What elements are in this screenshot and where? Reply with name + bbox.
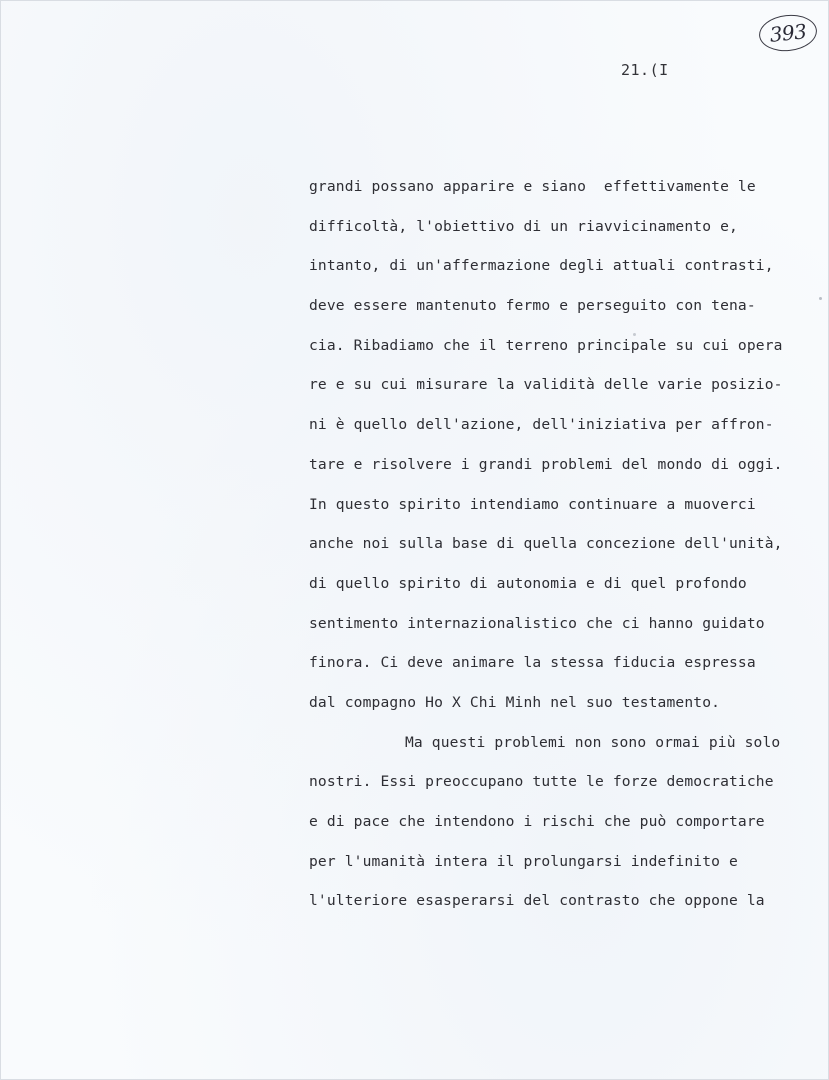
- text-line: nostri. Essi preoccupano tutte le forze democratiche: [309, 773, 774, 791]
- page-number: 21.(I: [621, 61, 669, 79]
- text-line: cia. Ribadiamo che il terreno principale su cui opera: [309, 336, 783, 354]
- text-line: re e su cui misurare la validità delle varie posizio-: [309, 376, 783, 394]
- text-line: e di pace che intendono i rischi che può comportare: [309, 813, 765, 830]
- text-line: sentimento internazionalistico che ci hanno guidato: [309, 614, 765, 632]
- paragraph-start-line: Ma questi problemi non sono ormai più solo: [405, 733, 781, 751]
- text-line: difficoltà, l'obiettivo di un riavvicinamento e,: [309, 217, 738, 235]
- text-line: l'ulteriore esasperarsi del contrasto che oppone la: [309, 892, 765, 910]
- text-line: per l'umanità intera il prolungarsi indefinito e: [309, 852, 738, 870]
- text-line: intanto, di un'affermazione degli attuali contrasti,: [309, 257, 774, 275]
- text-line: ni è quello dell'azione, dell'iniziativa per affron-: [309, 416, 774, 434]
- text-line: tare e risolvere i grandi problemi del mondo di oggi.: [309, 455, 783, 473]
- text-line: In questo spirito intendiamo continuare a muoverci: [309, 495, 756, 513]
- text-line: deve essere mantenuto fermo e perseguito con tena-: [309, 297, 756, 315]
- text-line: dal compagno Ho X Chi Minh nel suo testamento.: [309, 693, 721, 711]
- text-line: grandi possano apparire e siano effettivamente le: [309, 178, 756, 195]
- text-line: finora. Ci deve animare la stessa fiducia espressa: [309, 654, 756, 672]
- paper-speck: [633, 333, 636, 336]
- text-line: anche noi sulla base di quella concezione dell'unità,: [309, 535, 783, 553]
- typed-body-text: [309, 177, 829, 931]
- text-line: di quello spirito di autonomia e di quel profondo: [309, 574, 747, 592]
- paper-mark: [819, 297, 822, 300]
- archive-page-stamp: 393: [757, 12, 818, 54]
